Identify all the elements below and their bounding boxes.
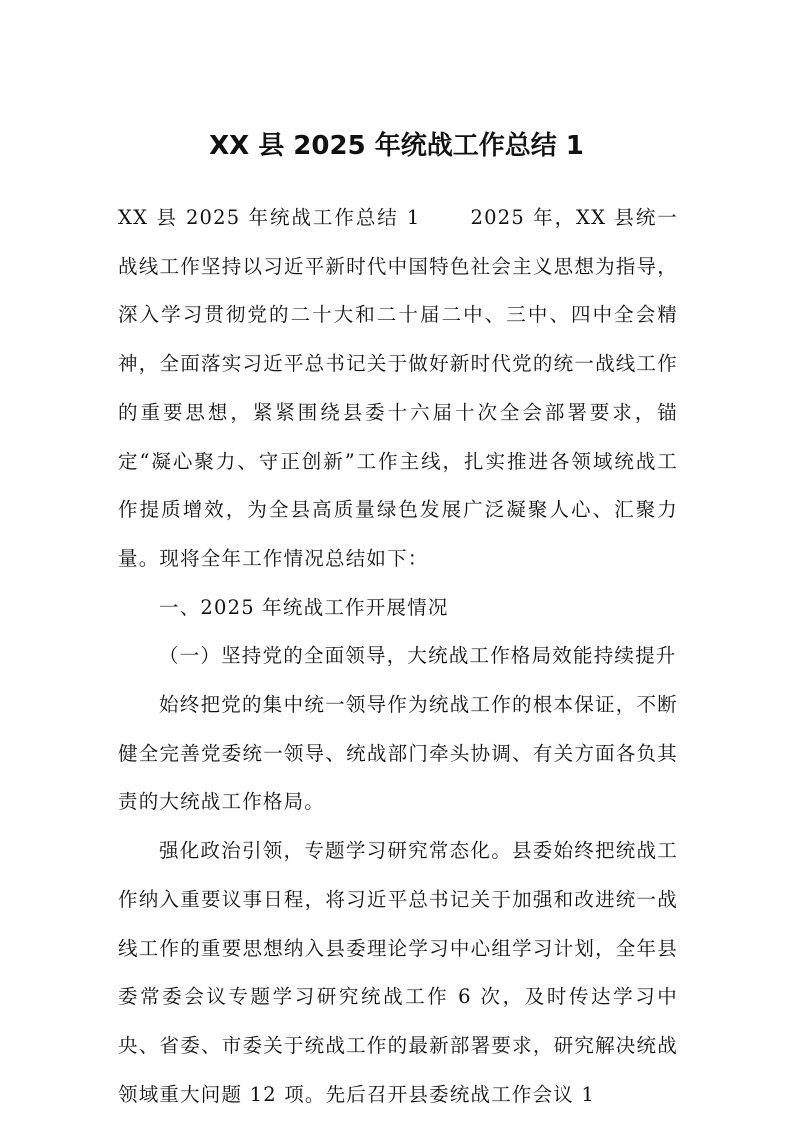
body-paragraph: 始终把党的集中统一领导作为统战工作的根本保证，不断健全完善党委统一领导、统战部门牵头协调、有关方面各负其责的大统战工作格局。 (118, 693, 678, 814)
intro-paragraph (118, 194, 678, 584)
intro-body-text: 2025 年，XX 县统一战线工作坚持以习近平新时代中国特色社会主义思想为指导，深入学习贯彻党的二十大和二十届二中、三中、四中全会精神，全面落实习近平总书记关于做好新时代党的统一战线工作的重要思想，紧紧围绕县委十六届十次全会部署要求，锚定“凝心聚力、守正创新”工作主线，扎实推进各领域统战工作提质增效，为全县高质量绿色发展广泛凝聚人心、汇聚力量。现将全年工作情况总结如下： (118, 206, 678, 570)
document-title: XX 县 2025 年统战工作总结 1 (209, 131, 584, 161)
document-body (118, 194, 678, 1119)
intro-heading-text: XX 县 2025 年统战工作总结 1 (118, 206, 421, 229)
section-heading: 一、2025 年统战工作开展情况 (159, 595, 449, 619)
subsection-heading: （一）坚持党的全面领导，大统战工作格局效能持续提升 (159, 644, 677, 668)
body-paragraph: 强化政治引领，专题学习研究常态化。县委始终把统战工作纳入重要议事日程，将习近平总书记关于加强和改进统一战线工作的重要思想纳入县委理论学习中心组学习计划，全年县委常委会议专题学习研究统战工作 6 次，及时传达学习中央、省委、市委关于统战工作的最新部署要求，研究解决统战领域重大问题 12 项。先后召开县委统战工作会议 1 (118, 839, 678, 1106)
